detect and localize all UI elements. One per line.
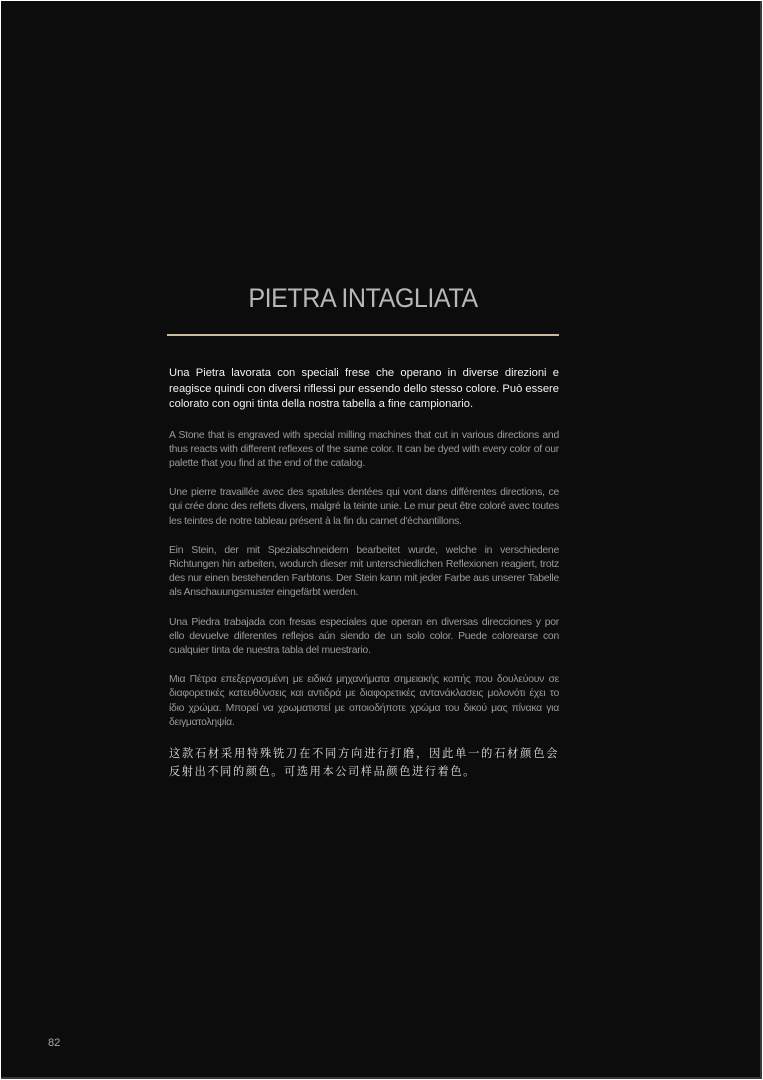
page-title: PIETRA INTAGLIATA (248, 283, 478, 313)
description-text (169, 366, 559, 796)
description-greek: Μια Πέτρα επεξεργασμένη με ειδικά μηχανήματα σημειακής κοπής που δουλεύουν σε διαφορετικές κατευθύνσεις και αντιδρά με διαφορετικές αντανάκλασεις μολονότι έχει το ίδιο χρώμα. Μπορεί να χρωματιστεί με οποιοδήποτε χρώμα του δικού μας πίνακα για δειγματοληψία. (169, 674, 559, 728)
description-spanish: Una Piedra trabajada con fresas especiales que operan en diversas direcciones y por ello devuelve diferentes reflejos aún siendo de un solo color. Puede colorearse con cualquier tinta de nuestra tabla del muestrario. (169, 616, 559, 656)
catalog-page (1, 1, 762, 1079)
description-german: Ein Stein, der mit Spezialschneidern bearbeitet wurde, welche in verschiedene Richtungen hin arbeiten, wodurch dieser mit unterschiedlichen Reflexionen reagiert, trotz des nur einen bestehenden Farbtons. Der Stein kann mit jeder Farbe aus unserer Tabelle als Anschauungsmuster eingefärbt werden. (169, 544, 559, 599)
page-number: 82 (48, 1037, 61, 1049)
description-italian: Una Pietra lavorata con speciali frese che operano in diverse direzioni e reagisce quindi con diversi riflessi pur essendo dello stesso colore. Può essere colorato con ogni tinta della nostra tabella a fine campionario. (169, 367, 559, 410)
description-chinese: 这款石材采用特殊铣刀在不同方向进行打磨，因此单一的石材颜色会反射出不同的颜色。可选用本公司样品颜色进行着色。 (169, 746, 559, 778)
description-english: A Stone that is engraved with special milling machines that cut in various directions and thus reacts with different reflexes of the same color. It can be dyed with every color of our palette that you find at the end of the catalog. (169, 429, 559, 469)
description-french: Une pierre travaillée avec des spatules dentées qui vont dans différentes directions, ce qui crée donc des reflets divers, malgré la teinte unie. Le mur peut être coloré avec toutes les teintes de notre tableau présent à la fin du carnet d'échantillons. (169, 487, 559, 527)
title-divider (167, 334, 559, 336)
